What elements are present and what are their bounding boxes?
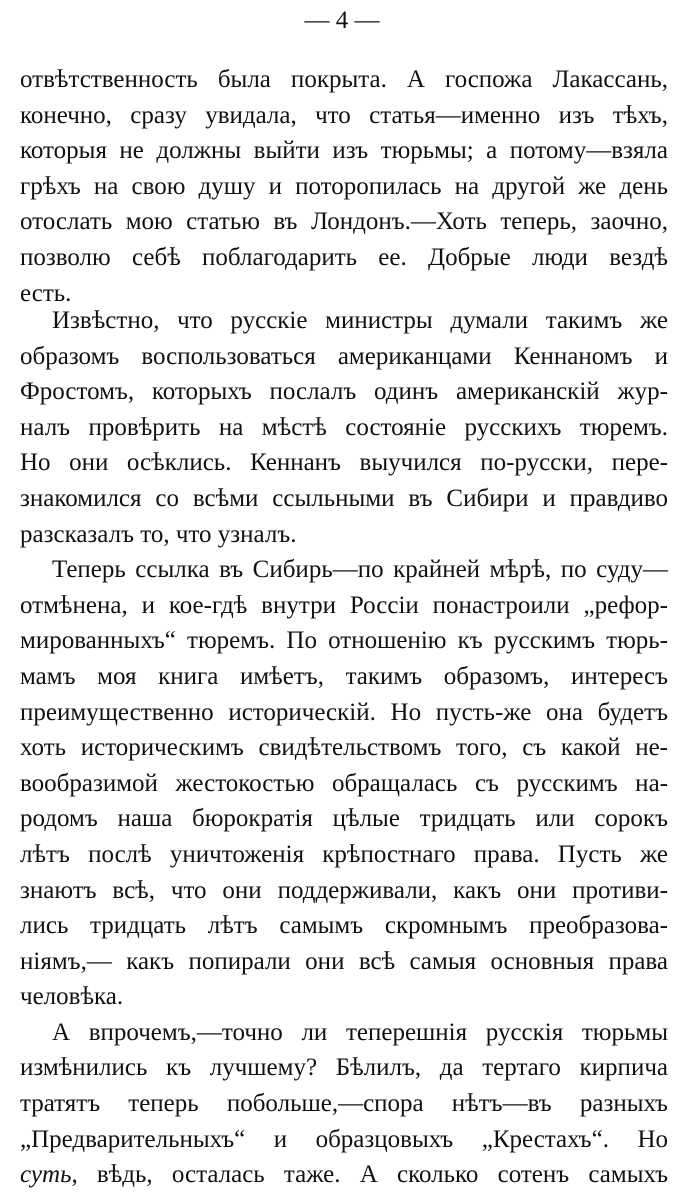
- text-block-top: [20, 62, 668, 311]
- text-line: А впрочемъ,—точно ли теперешнія русскія тюрьмы: [52, 1018, 668, 1046]
- text-line: знаютъ всѣ, что они поддерживали, какъ они противи-: [20, 876, 668, 904]
- italic-word: суть: [20, 1161, 72, 1189]
- text-line: знакомился со всѣми ссыльными въ Сибири и правдиво: [20, 484, 668, 512]
- text-line: вообразимой жестокостью обращалась съ русскимъ на-: [20, 769, 668, 797]
- text-line: мированныхъ“ тюремъ. По отношенію къ русскимъ тюрь-: [20, 627, 668, 655]
- text-line: ніямъ,— какъ попирали они всѣ самыя основныя права: [20, 947, 668, 975]
- text-line-final: [20, 1157, 668, 1193]
- text-block-main: [20, 303, 668, 1193]
- text-line: измѣнились къ лучшему? Бѣлилъ, да тертаго кирпича: [20, 1054, 668, 1082]
- text-line: хоть историческимъ свидѣтельствомъ того, съ какой не-: [20, 734, 668, 762]
- text-line: человѣка.: [20, 983, 124, 1011]
- text-line: лѣтъ послѣ уничтоженія крѣпостнаго права. Пусть же: [20, 840, 668, 868]
- text-line: конечно, сразу увидала, что статья—именно изъ тѣхъ,: [20, 101, 668, 129]
- text-line: которыя не должны выйти изъ тюрьмы; а потому—взяла: [20, 137, 668, 165]
- paragraph-1: [20, 62, 668, 311]
- text-line: „Предварительныхъ“ и образцовыхъ „Крестахъ“. Но: [20, 1125, 668, 1153]
- text-line: отмѣнена, и кое-гдѣ внутри Россіи понастроили „рефор-: [20, 591, 668, 619]
- text-line: Фростомъ, которыхъ послалъ одинъ американскій жур-: [20, 378, 668, 406]
- text-line: Теперь ссылка въ Сибирь—по крайней мѣрѣ, по суду—: [52, 556, 668, 584]
- text-line: лись тридцать лѣтъ самымъ скромнымъ преобразова-: [20, 912, 668, 940]
- text-line: отвѣтственность была покрыта. А госпожа Лакассань,: [20, 66, 668, 93]
- text-line: образомъ воспользоваться американцами Кеннаномъ и: [20, 342, 668, 370]
- paragraph-2: [20, 303, 668, 552]
- text-line: отослать мою статью въ Лондонъ.—Хоть теперь, заочно,: [20, 208, 668, 236]
- text-line: родомъ наша бюрократія цѣлые тридцать или сорокъ: [20, 805, 668, 833]
- text-line: налъ провѣрить на мѣстѣ состояніе русскихъ тюремъ.: [20, 413, 668, 441]
- paragraph-4: [20, 1015, 668, 1193]
- text-line: Извѣстно, что русскіе министры думали такимъ же: [52, 307, 668, 334]
- text-line: есть.: [20, 279, 72, 307]
- text-line: грѣхъ на свою душу и поторопилась на другой же день: [20, 172, 668, 200]
- text-line: Но они осѣклись. Кеннанъ выучился по-русски, пере-: [20, 449, 668, 477]
- text-line: разсказалъ то, что узналъ.: [20, 520, 297, 548]
- text-line: мамъ моя книга имѣетъ, такимъ образомъ, интересъ: [20, 662, 668, 690]
- paragraph-3: [20, 552, 668, 1015]
- text-line: тратятъ теперь побольше,—спора нѣтъ—въ разныхъ: [20, 1090, 668, 1118]
- text-line: позволю себѣ поблагодарить ее. Добрые люди вездѣ: [20, 243, 668, 271]
- page-number: — 4 —: [304, 7, 380, 34]
- text-line-rest: , вѣдь, осталась таже. А сколько сотенъ самыхъ: [71, 1161, 668, 1189]
- text-line: преимущественно историческій. Но пусть-же она будетъ: [20, 698, 668, 726]
